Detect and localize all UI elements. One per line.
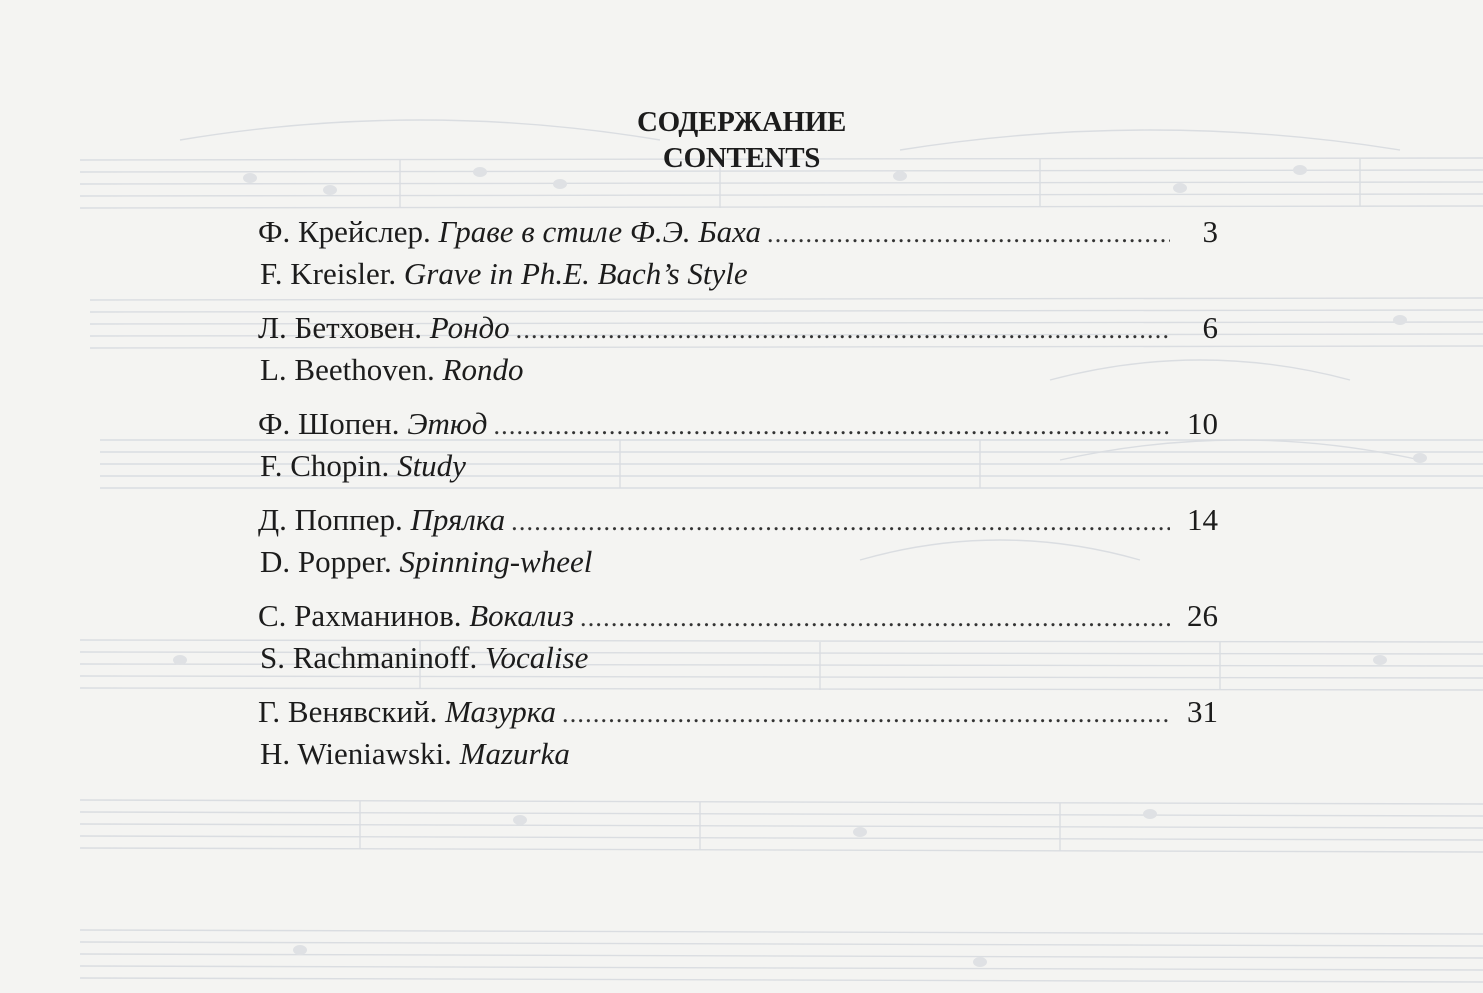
toc-entry-english-line	[258, 254, 1218, 294]
heading-russian: СОДЕРЖАНИЕ	[636, 106, 847, 138]
composer-en: H. Wieniawski.	[260, 736, 452, 771]
dot-leader	[493, 404, 1170, 448]
toc-entry-russian-line	[258, 594, 1218, 638]
composer-ru: Л. Бетховен.	[258, 310, 423, 345]
page-number: 31	[1187, 694, 1218, 729]
toc-entry-english-line	[258, 542, 1218, 582]
composer-ru: Г. Венявский.	[258, 694, 438, 729]
toc-entry	[258, 210, 1218, 306]
toc-entry-russian-line	[258, 690, 1218, 734]
work-title-en: Grave in Ph.E. Bach’s Style	[403, 256, 748, 291]
work-title-ru: Граве в стиле Ф.Э. Баха	[438, 214, 762, 249]
composer-en: S. Rachmaninoff.	[260, 640, 478, 675]
composer-en: L. Beethoven.	[260, 352, 435, 387]
work-title-ru: Прялка	[410, 502, 506, 537]
toc-entry-english-line	[258, 734, 1218, 774]
composer-ru: Ф. Крейслер.	[258, 214, 431, 249]
toc-entry	[258, 594, 1218, 690]
table-of-contents	[258, 210, 1218, 786]
toc-entry	[258, 498, 1218, 594]
work-title-en: Mazurka	[459, 736, 570, 771]
work-title-ru: Этюд	[407, 406, 488, 441]
heading-english: CONTENTS	[662, 142, 821, 174]
toc-entry-russian-line	[258, 402, 1218, 446]
work-title-en: Rondo	[442, 352, 524, 387]
page-number: 10	[1187, 406, 1218, 441]
composer-ru: С. Рахманинов.	[258, 598, 462, 633]
work-title-ru: Вокализ	[469, 598, 575, 633]
dot-leader	[516, 308, 1170, 352]
toc-entry-russian-line	[258, 306, 1218, 350]
composer-en: D. Popper.	[260, 544, 392, 579]
dot-leader	[511, 500, 1170, 544]
page-number: 14	[1187, 502, 1218, 537]
composer-ru: Д. Поппер.	[258, 502, 403, 537]
toc-entry	[258, 306, 1218, 402]
work-title-ru: Рондо	[429, 310, 510, 345]
page-number: 26	[1187, 598, 1218, 633]
page-number: 3	[1202, 214, 1218, 249]
work-title-en: Vocalise	[485, 640, 589, 675]
toc-entry	[258, 402, 1218, 498]
toc-entry-russian-line	[258, 498, 1218, 542]
composer-ru: Ф. Шопен.	[258, 406, 400, 441]
toc-entry	[258, 690, 1218, 786]
toc-entry-english-line	[258, 446, 1218, 486]
composer-en: F. Chopin.	[260, 448, 390, 483]
toc-entry-russian-line	[258, 210, 1218, 254]
contents-heading	[0, 104, 1483, 176]
work-title-ru: Мазурка	[445, 694, 557, 729]
dot-leader	[767, 212, 1170, 256]
toc-entry-english-line	[258, 350, 1218, 390]
page-number: 6	[1202, 310, 1218, 345]
dot-leader	[580, 596, 1170, 640]
toc-entry-english-line	[258, 638, 1218, 678]
work-title-en: Spinning-wheel	[399, 544, 593, 579]
composer-en: F. Kreisler.	[260, 256, 397, 291]
work-title-en: Study	[397, 448, 466, 483]
dot-leader	[562, 692, 1170, 736]
